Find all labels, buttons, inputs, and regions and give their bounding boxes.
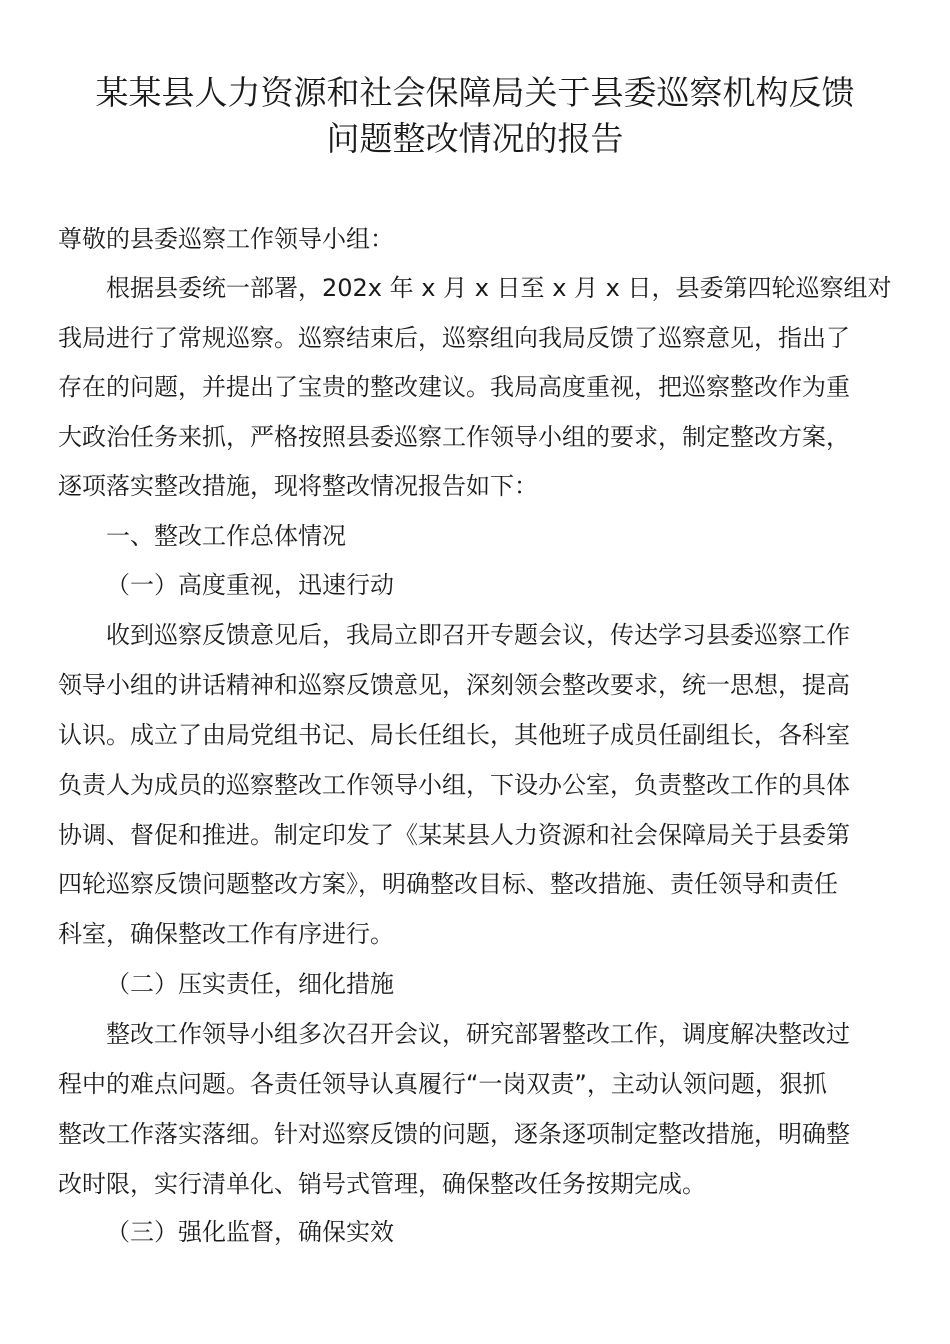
body-line: 四轮巡察反馈问题整改方案》，明确整改目标、整改措施、责任领导和责任 [58,870,838,898]
body-line: 收到巡察反馈意见后，我局立即召开专题会议，传达学习县委巡察工作 [106,621,850,649]
body-line: 程中的难点问题。各责任领导认真履行“一岗双责”，主动认领问题，狠抓 [58,1070,827,1098]
subsection-heading: （一）高度重视，迅速行动 [106,571,394,599]
body-line: 领导小组的讲话精神和巡察反馈意见，深刻领会整改要求，统一思想，提高 [58,671,850,699]
intro-line: 存在的问题，并提出了宝贵的整改建议。我局高度重视，把巡察整改作为重 [58,373,850,401]
intro-line: 我局进行了常规巡察。巡察结束后，巡察组向我局反馈了巡察意见，指出了 [58,324,850,352]
subsection-heading: （三）强化监督，确保实效 [106,1218,394,1246]
body-line: 整改工作领导小组多次召开会议，研究部署整改工作，调度解决整改过 [106,1020,850,1048]
intro-line: 逐项落实整改措施，现将整改情况报告如下： [58,472,538,500]
subsection-heading: （二）压实责任，细化措施 [106,970,394,998]
intro-line: 大政治任务来抓，严格按照县委巡察工作领导小组的要求，制定整改方案， [58,423,850,451]
document-title-line1: 某某县人力资源和社会保障局关于县委巡察机构反馈 [95,73,855,112]
body-line: 整改工作落实落细。针对巡察反馈的问题，逐条逐项制定整改措施，明确整 [58,1120,850,1148]
body-line: 科室，确保整改工作有序进行。 [58,920,394,948]
body-line: 协调、督促和推进。制定印发了《某某县人力资源和社会保障局关于县委第 [58,821,850,849]
intro-line: 根据县委统一部署，202x 年 x 月 x 日至 x 月 x 日，县委第四轮巡察组对 [106,274,892,302]
document-title-line2: 问题整改情况的报告 [326,119,624,158]
body-line: 负责人为成员的巡察整改工作领导小组，下设办公室，负责整改工作的具体 [58,771,850,799]
salutation: 尊敬的县委巡察工作领导小组： [58,225,394,253]
body-line: 认识。成立了由局党组书记、局长任组长，其他班子成员任副组长，各科室 [58,721,850,749]
body-line: 改时限，实行清单化、销号式管理，确保整改任务按期完成。 [58,1170,706,1198]
section-heading: 一、整改工作总体情况 [106,522,346,550]
